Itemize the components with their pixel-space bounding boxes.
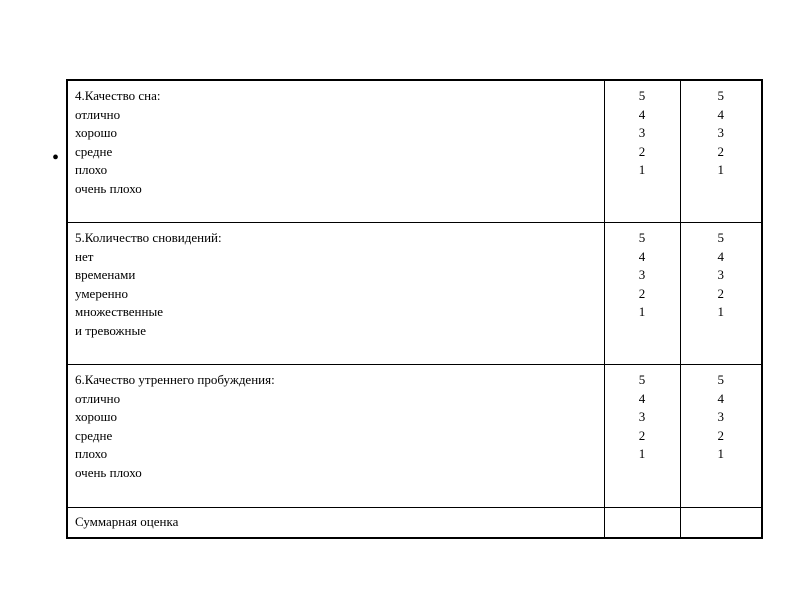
score-column-a bbox=[604, 80, 680, 223]
summary-row bbox=[67, 508, 762, 539]
score-value: 3 bbox=[717, 125, 724, 140]
score-column-b bbox=[680, 80, 762, 223]
score-column-a bbox=[604, 365, 680, 508]
option-label: средне bbox=[75, 427, 113, 443]
score-value: 1 bbox=[717, 162, 724, 177]
score-value: 3 bbox=[717, 267, 724, 282]
question-title: 5.Количество сновидений: bbox=[75, 230, 222, 245]
question-row-sleep-quality bbox=[67, 80, 762, 223]
option-label: хорошо bbox=[75, 409, 118, 424]
score-value: 2 bbox=[638, 143, 646, 159]
score-value: 5 bbox=[638, 372, 646, 387]
option-label: множественные bbox=[75, 304, 163, 319]
option-label: средне bbox=[75, 143, 113, 159]
score-value: 2 bbox=[717, 285, 724, 301]
score-value: 1 bbox=[717, 446, 724, 461]
questionnaire-table bbox=[66, 79, 763, 539]
score-value: 2 bbox=[717, 427, 724, 443]
score-value: 5 bbox=[717, 88, 724, 103]
score-value: 3 bbox=[638, 409, 646, 424]
summary-score-a bbox=[604, 508, 680, 539]
summary-label: Суммарная оценка bbox=[67, 508, 604, 539]
score-value: 4 bbox=[638, 248, 646, 264]
score-column-a bbox=[604, 223, 680, 365]
summary-score-b bbox=[680, 508, 762, 539]
score-value: 4 bbox=[717, 390, 724, 406]
score-value: 4 bbox=[638, 390, 646, 406]
list-bullet: • bbox=[52, 147, 60, 169]
option-label: нет bbox=[75, 248, 94, 264]
score-value: 2 bbox=[717, 143, 724, 159]
score-value: 3 bbox=[638, 125, 646, 140]
option-label: плохо bbox=[75, 162, 108, 177]
score-value: 3 bbox=[638, 267, 646, 282]
score-value: 5 bbox=[638, 230, 646, 245]
option-label: отлично bbox=[75, 106, 121, 122]
score-column-b bbox=[680, 365, 762, 508]
option-label: и тревожные bbox=[75, 322, 146, 338]
option-label: очень плохо bbox=[75, 180, 142, 196]
question-title: 6.Качество утреннего пробуждения: bbox=[75, 372, 275, 387]
question-cell bbox=[67, 223, 604, 365]
option-label: плохо bbox=[75, 446, 108, 461]
score-value: 4 bbox=[717, 106, 724, 122]
score-value: 1 bbox=[638, 162, 646, 177]
score-value: 5 bbox=[638, 88, 646, 103]
score-value: 1 bbox=[717, 304, 724, 319]
score-value: 4 bbox=[638, 106, 646, 122]
option-label: отлично bbox=[75, 390, 121, 406]
score-value: 5 bbox=[717, 372, 724, 387]
question-row-dreams bbox=[67, 223, 762, 365]
option-label: временами bbox=[75, 267, 136, 282]
option-label: умеренно bbox=[75, 285, 129, 301]
score-value: 3 bbox=[717, 409, 724, 424]
score-value: 1 bbox=[638, 446, 646, 461]
score-value: 5 bbox=[717, 230, 724, 245]
option-label: очень плохо bbox=[75, 464, 142, 480]
question-title: 4.Качество сна: bbox=[75, 88, 161, 103]
question-row-morning-awakening bbox=[67, 365, 762, 508]
option-label: хорошо bbox=[75, 125, 118, 140]
score-column-b bbox=[680, 223, 762, 365]
score-value: 4 bbox=[717, 248, 724, 264]
score-value: 2 bbox=[638, 285, 646, 301]
question-cell bbox=[67, 365, 604, 508]
question-cell bbox=[67, 80, 604, 223]
score-value: 2 bbox=[638, 427, 646, 443]
score-value: 1 bbox=[638, 304, 646, 319]
